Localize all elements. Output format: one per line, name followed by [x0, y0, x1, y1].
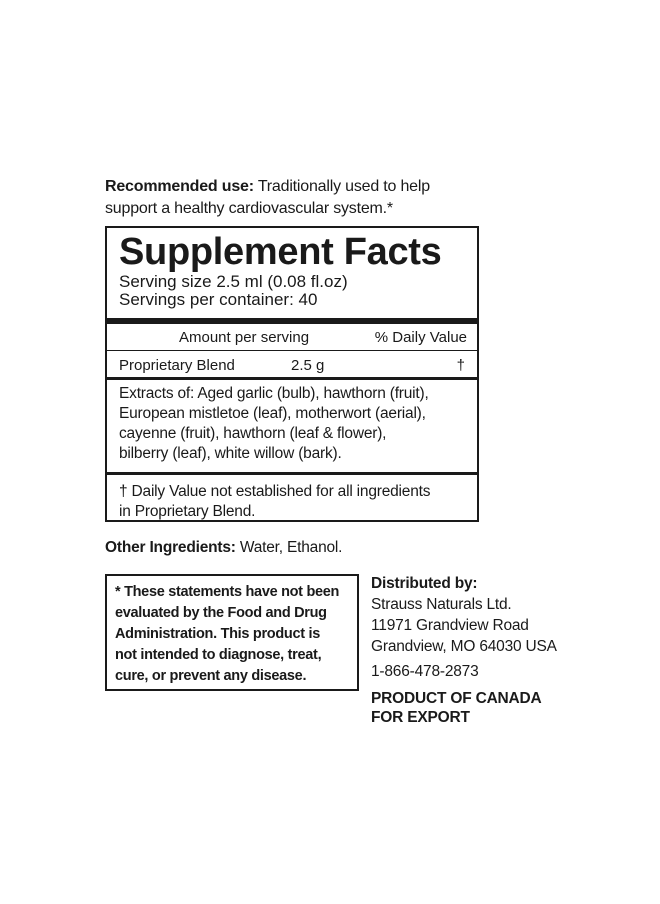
blend-name: Proprietary Blend — [119, 357, 235, 374]
serving-size: Serving size 2.5 ml (0.08 fl.oz) — [119, 272, 348, 291]
supplement-facts-panel — [105, 226, 479, 522]
distributor-address-2: Grandview, MO 64030 USA — [371, 638, 557, 655]
extracts-line: bilberry (leaf), white willow (bark). — [119, 445, 342, 462]
serving-info — [119, 273, 348, 309]
blend-amount: 2.5 g — [291, 357, 325, 374]
disclaimer-line: cure, or prevent any disease. — [115, 668, 307, 684]
extracts-line: European mistletoe (leaf), motherwort (aerial), — [119, 405, 426, 422]
disclaimer-line: Administration. This product is — [115, 626, 320, 642]
daily-value-footnote — [119, 482, 479, 522]
header-daily-value: % Daily Value — [374, 329, 467, 346]
distributor-phone: 1-866-478-2873 — [371, 663, 479, 680]
servings-per-container: Servings per container: 40 — [119, 290, 318, 309]
distributor-address-1: 11971 Grandview Road — [371, 617, 529, 634]
recommended-use-label: Recommended use: — [105, 178, 254, 195]
header-amount-per-serving: Amount per serving — [179, 329, 310, 346]
product-origin — [371, 689, 542, 727]
other-ingredients-text: Water, Ethanol. — [239, 539, 343, 556]
other-ingredients — [105, 539, 342, 557]
origin-line-1: PRODUCT OF CANADA — [371, 690, 542, 707]
thick-divider — [107, 318, 477, 324]
distributor-name: Strauss Naturals Ltd. — [371, 596, 512, 613]
mid-divider — [107, 377, 477, 380]
recommended-use-line-1 — [105, 176, 435, 198]
recommended-use-text-2: support a healthy cardiovascular system.* — [105, 200, 393, 217]
distributor-info — [371, 573, 571, 682]
disclaimer-line: not intended to diagnose, treat, — [115, 647, 322, 663]
supplement-facts-title: Supplement Facts — [119, 231, 442, 273]
recommended-use — [105, 176, 435, 220]
other-ingredients-label: Other Ingredients: — [105, 539, 236, 556]
extracts-line: cayenne (fruit), hawthorn (leaf & flower), — [119, 425, 387, 442]
disclaimer-line: * These statements have not been — [115, 584, 340, 600]
recommended-use-text-1: Traditionally used to help — [257, 178, 430, 195]
extracts-list — [119, 384, 479, 464]
footnote-line: † Daily Value not established for all ingredients — [119, 483, 431, 500]
blend-daily-value: † — [456, 357, 465, 374]
thin-divider — [107, 350, 477, 351]
fda-disclaimer-box — [105, 574, 359, 691]
extracts-line: Extracts of: Aged garlic (bulb), hawthorn (fruit), — [119, 385, 429, 402]
footnote-divider — [107, 472, 477, 475]
distributor-label: Distributed by: — [371, 575, 478, 592]
footnote-line: in Proprietary Blend. — [119, 503, 256, 520]
disclaimer-line: evaluated by the Food and Drug — [115, 605, 327, 621]
origin-line-2: FOR EXPORT — [371, 709, 470, 726]
